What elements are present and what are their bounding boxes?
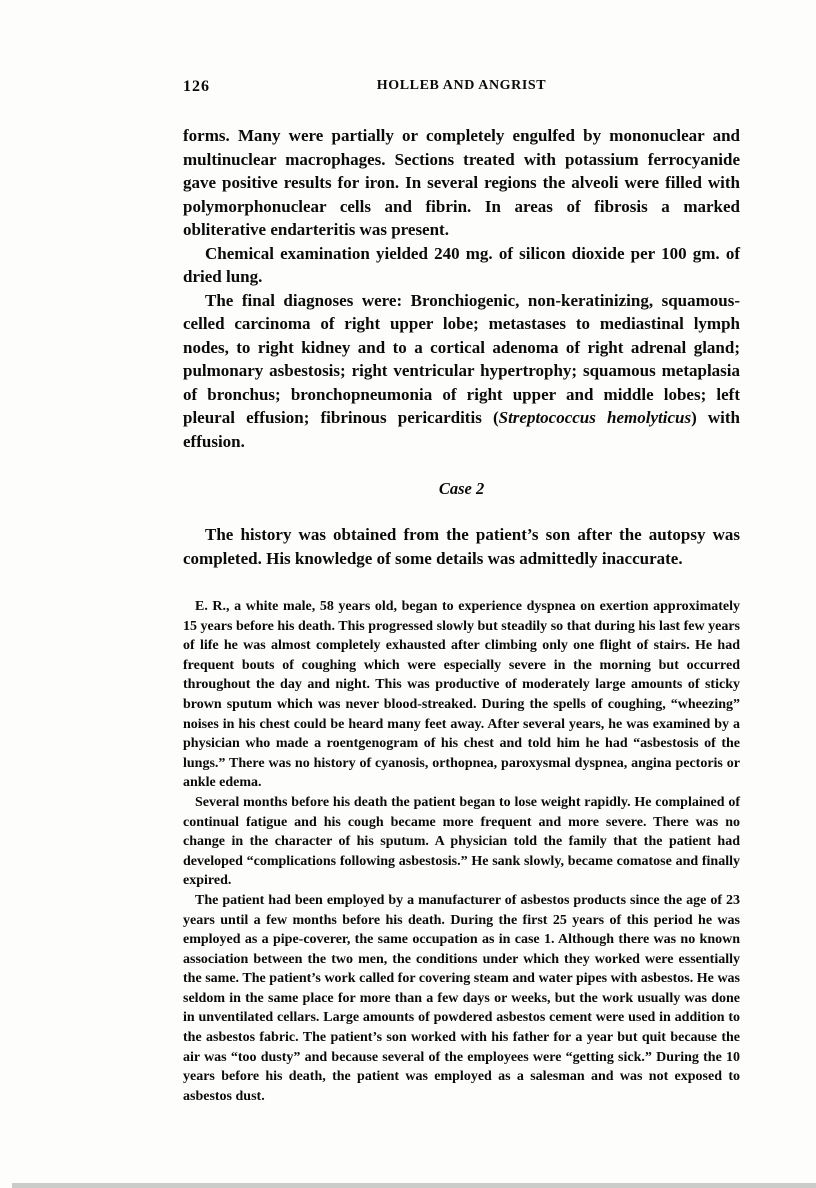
paragraph-chemical-examination: Chemical examination yielded 240 mg. of silicon dioxide per 100 gm. of dried lung. [183, 243, 740, 286]
case-report-block [183, 597, 740, 1106]
paragraph-continuation: forms. Many were partially or completely engulfed by mononuclear and multinuclear macrophages. Sections treated with potassium ferrocyanide gave positive results for iron. In several regions the alveoli were filled with polymorphonuclear cells and fibrin. In areas of fibrosis a marked obliterative endarteritis was present. [183, 126, 740, 239]
case-detail-paragraph-2: Several months before his death the patient began to lose weight rapidly. He complained of continual fatigue and his cough became more frequent and more severe. There was no change in the character of his sputum. A physician told the family that the patient had developed “complications following asbestosis.” He sank slowly, became comatose and finally expired. [183, 794, 740, 889]
case-detail-paragraph-1: E. R., a white male, 58 years old, began to experience dyspnea on exertion approximately 15 years before his death. This progressed slowly but steadily so that during his last few years of life he was almost completely exhausted after climbing only one flight of stairs. He had frequent bouts of coughing which were especially severe in the morning but occurred throughout the day and night. This was productive of moderately large amounts of sticky brown sputum which was never blood-streaked. During the spells of coughing, “wheezing” noises in his chest could be heard many feet away. After several years, he was examined by a physician who made a roentgenogram of his chest and told him he had “asbestosis of the lungs.” There was no history of cyanosis, orthopnea, paroxysmal dyspnea, angina pectoris or ankle edema. [183, 599, 740, 791]
paragraph-history: The history was obtained from the patient’s son after the autopsy was completed. His knowledge of some details was admittedly inaccurate. [183, 525, 740, 568]
page-header [183, 78, 740, 98]
case-detail-paragraph-3: The patient had been employed by a manufacturer of asbestos products since the age of 23 years until a few months before his death. During the first 25 years of this period he was employed as a pipe-coverer, the same occupation as in case 1. Although there was no known association between the two men, the conditions under which they worked were essentially the same. The patient’s work called for covering steam and water pipes with asbestos. He was seldom in the same place for more than a few days or weeks, but the work usually was done in unventilated cellars. Large amounts of powdered asbestos cement were used in addition to the asbestos fabric. The patient’s son worked with his father for a year but quit because the air was “too dusty” and because several of the employees were “getting sick.” During the 10 years before his death, the patient was employed as a salesman and was not exposed to asbestos dust. [183, 892, 740, 1104]
case-heading: Case 2 [438, 479, 485, 498]
paragraph-final-diagnoses [183, 289, 740, 454]
diagnoses-text: The final diagnoses were: Bronchiogenic, non-keratinizing, squamous-celled carcinoma of right upper lobe; metastases to mediastinal lymph nodes, to right kidney and to a cortical adenoma of right adrenal gland; pulmonary asbestosis; right ventricular hypertrophy; squamous metaplasia of bronchus; bronchopneumonia of right upper and middle lobes; left pleural effusion; fibrinous pericarditis ( [183, 290, 740, 427]
scan-edge-artifact [12, 1183, 816, 1188]
diagnoses-text-end: ) with effusion. [183, 408, 740, 451]
diagnoses-species-italic: Streptococcus hemolyticus [498, 408, 692, 427]
page-number: 126 [183, 78, 210, 95]
text-block [183, 78, 740, 1106]
running-head: HOLLEB AND ANGRIST [376, 78, 547, 93]
